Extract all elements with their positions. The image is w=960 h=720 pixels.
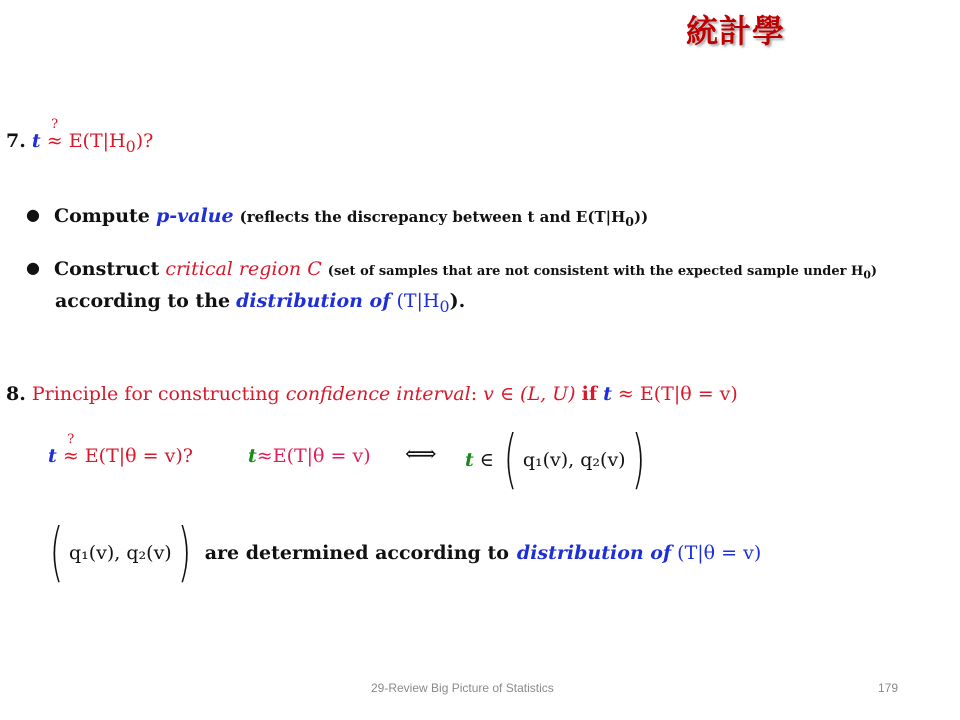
distribution-expr: ($T|H_0$ xyxy=(396,290,450,316)
item-7-number: 7. xyxy=(6,130,26,152)
item-8-t: t xyxy=(603,383,612,405)
determined-line xyxy=(44,518,761,588)
interval-membership: t ∈ ( q₁(v), q₂(v) ) xyxy=(465,423,645,497)
bullet-icon: ● xyxy=(26,258,40,277)
item-7-expr: $E(T|H_0)$? xyxy=(68,130,154,156)
distribution-label-2: distribution of xyxy=(516,542,672,564)
distribution-expr-2: (T|θ = v) xyxy=(677,542,762,564)
t-symbol-2: t xyxy=(248,445,257,467)
left-paren-icon: ( xyxy=(503,423,518,497)
t-symbol: t xyxy=(48,445,57,467)
footer-text: 29-Review Big Picture of Statistics xyxy=(371,681,554,695)
critical-region-label: critical region C xyxy=(165,258,322,280)
bullet-construct xyxy=(26,258,877,282)
item-8-expr: E(T|θ = v) xyxy=(639,383,738,405)
page-number: 179 xyxy=(878,681,899,695)
t-approx-question xyxy=(48,432,193,467)
confidence-interval-label: confidence interval xyxy=(285,383,471,405)
question-mark: ? xyxy=(67,432,75,447)
slide-title: 統計學 xyxy=(686,12,786,50)
construct-label: Construct xyxy=(54,258,160,280)
samples-note: (set of samples that are not consistent with the expected sample under $H_0$) xyxy=(327,264,878,282)
iff-symbol: ⟺ xyxy=(405,442,437,467)
item-8-approx: ≈ xyxy=(617,383,634,405)
according-label: according to the xyxy=(55,290,231,312)
item-7-approx: ? ≈ xyxy=(46,117,63,152)
distribution-label: distribution of xyxy=(236,290,391,312)
bullet-icon: ● xyxy=(26,205,40,224)
question-mark: ? xyxy=(51,117,59,132)
expectation-expr-2: E(T|θ = v) xyxy=(272,445,371,467)
bullet-compute xyxy=(26,205,648,229)
t-approx-statement: t≈E(T|θ = v) xyxy=(248,445,371,467)
interval-q-2: q₁(v), q₂(v) xyxy=(68,542,172,564)
item-7-t: t xyxy=(31,130,41,152)
item-8-line: 8. Principle for constructing confidence interval: v ∈ (L, U) if t ≈ E(T|θ = v) xyxy=(6,383,738,405)
principle-label: Principle for constructing xyxy=(31,383,280,405)
determined-text: are determined according to xyxy=(204,542,509,564)
item-7-line xyxy=(6,117,154,156)
interval-q: q₁(v), q₂(v) xyxy=(522,449,626,471)
approx-question: ? ≈ xyxy=(62,432,79,467)
expectation-expr: E(T|θ = v)? xyxy=(84,445,193,467)
bullet-construct-cont: according to the distribution of $(T|H_0)$. xyxy=(55,290,466,316)
t-symbol-3: t xyxy=(465,449,474,471)
p-value-label: p-value xyxy=(155,205,234,227)
item-8-number: 8. xyxy=(6,383,26,405)
compute-label: Compute xyxy=(54,205,150,227)
right-paren-icon: ) xyxy=(631,423,645,497)
if-label: if xyxy=(581,383,598,405)
left-paren-icon: ( xyxy=(49,516,64,590)
interval-condition: v ∈ (L, U) xyxy=(483,383,576,405)
right-paren-icon: ) xyxy=(177,516,192,590)
discrepancy-note: (reflects the discrepancy between t and $E(T|H_0)$) xyxy=(239,208,649,229)
